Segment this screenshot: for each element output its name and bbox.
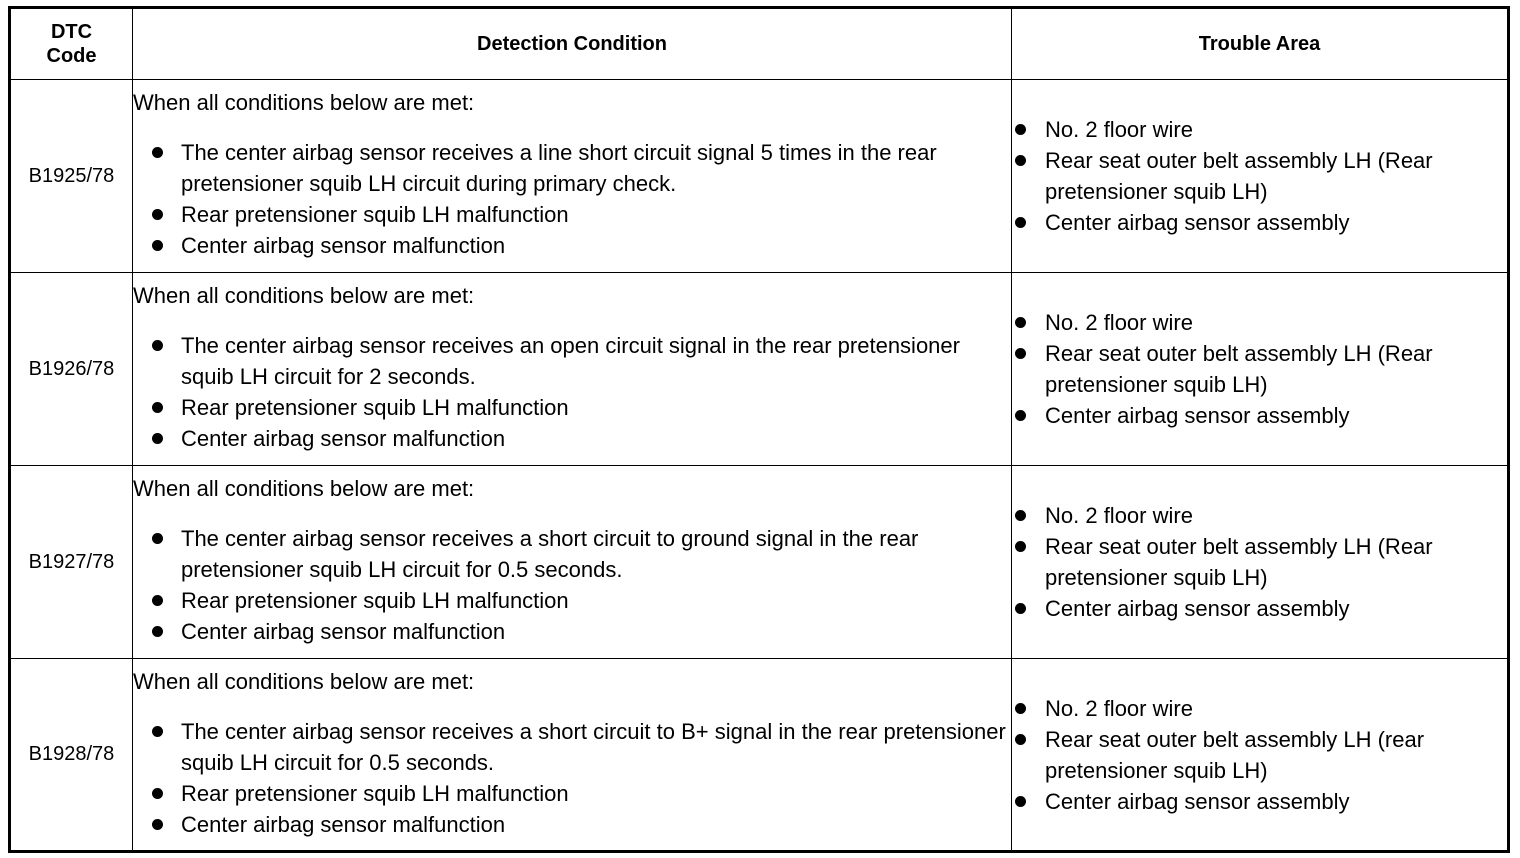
detection-condition-cell xyxy=(133,466,1012,659)
trouble-area-cell xyxy=(1012,466,1509,659)
area-item xyxy=(1012,786,1507,817)
detection-condition-cell xyxy=(133,273,1012,466)
condition-item xyxy=(133,199,1011,230)
area-item xyxy=(1012,307,1507,338)
condition-intro: When all conditions below are met: xyxy=(133,283,475,308)
condition-list xyxy=(133,330,1011,454)
bullet-icon xyxy=(1015,410,1026,421)
condition-text: Center airbag sensor malfunction xyxy=(181,619,506,644)
condition-text: Center airbag sensor malfunction xyxy=(181,811,506,837)
bullet-icon xyxy=(1015,317,1026,328)
condition-item xyxy=(133,523,1011,585)
condition-intro: When all conditions below are met: xyxy=(133,668,475,694)
area-item xyxy=(1012,338,1507,400)
condition-item xyxy=(133,616,1011,647)
area-text: Rear seat outer belt assembly LH (Rear pretensioner squib LH) xyxy=(1045,341,1433,397)
dtc-table xyxy=(8,6,1510,853)
condition-text: Rear pretensioner squib LH malfunction xyxy=(181,588,569,613)
area-item xyxy=(1012,207,1507,238)
dtc-code-cell: B1925/78 xyxy=(10,80,133,273)
header-trouble-area: Trouble Area xyxy=(1012,8,1509,80)
condition-item xyxy=(133,585,1011,616)
bullet-icon xyxy=(152,209,163,220)
area-text: Center airbag sensor assembly xyxy=(1045,403,1350,428)
area-text: No. 2 floor wire xyxy=(1045,310,1193,335)
header-row xyxy=(10,8,1509,80)
bullet-icon xyxy=(152,402,163,413)
condition-text: Rear pretensioner squib LH malfunction xyxy=(181,395,569,420)
condition-item xyxy=(133,137,1011,199)
dtc-code-cell: B1928/78 xyxy=(10,659,133,852)
condition-item xyxy=(133,392,1011,423)
trouble-area-list xyxy=(1012,693,1507,817)
table-row xyxy=(10,273,1509,466)
bullet-icon xyxy=(152,533,163,544)
trouble-area-list xyxy=(1012,500,1507,624)
condition-item xyxy=(133,809,1011,840)
area-item xyxy=(1012,145,1507,207)
bullet-icon xyxy=(1015,703,1026,714)
condition-text: Rear pretensioner squib LH malfunction xyxy=(181,202,569,227)
trouble-area-list xyxy=(1012,307,1507,431)
dtc-code-cell: B1927/78 xyxy=(10,466,133,659)
area-text: Rear seat outer belt assembly LH (Rear pretensioner squib LH) xyxy=(1045,534,1433,590)
area-item xyxy=(1012,400,1507,431)
bullet-icon xyxy=(152,726,163,737)
bullet-icon xyxy=(152,626,163,637)
condition-text: Center airbag sensor malfunction xyxy=(181,233,506,258)
area-item xyxy=(1012,693,1507,724)
area-text: Center airbag sensor assembly xyxy=(1045,788,1350,814)
bullet-icon xyxy=(1015,734,1026,745)
table-row xyxy=(10,80,1509,273)
bullet-icon xyxy=(1015,603,1026,614)
area-item xyxy=(1012,724,1507,786)
dtc-code-cell: B1926/78 xyxy=(10,273,133,466)
condition-text: The center airbag sensor receives a short circuit to B+ signal in the rear pretensioner squib LH circuit for 0.5 seconds. xyxy=(181,718,1006,775)
bullet-icon xyxy=(1015,510,1026,521)
condition-item xyxy=(133,716,1011,778)
trouble-area-cell xyxy=(1012,659,1509,852)
condition-text: Rear pretensioner squib LH malfunction xyxy=(181,780,569,806)
condition-intro: When all conditions below are met: xyxy=(133,90,475,115)
header-detection-condition: Detection Condition xyxy=(133,8,1012,80)
condition-list xyxy=(133,716,1011,840)
condition-text: The center airbag sensor receives a short circuit to ground signal in the rear pretensioner squib LH circuit for 0.5 seconds. xyxy=(181,526,919,582)
detection-condition-cell xyxy=(133,80,1012,273)
header-dtc-code: DTC Code xyxy=(10,8,133,80)
area-item xyxy=(1012,500,1507,531)
bullet-icon xyxy=(152,595,163,606)
area-text: Center airbag sensor assembly xyxy=(1045,210,1350,235)
area-text: Center airbag sensor assembly xyxy=(1045,596,1350,621)
bullet-icon xyxy=(152,788,163,799)
condition-text: Center airbag sensor malfunction xyxy=(181,426,506,451)
area-item xyxy=(1012,531,1507,593)
table-row xyxy=(10,659,1509,852)
trouble-area-list xyxy=(1012,114,1507,238)
bullet-icon xyxy=(1015,124,1026,135)
detection-condition-cell xyxy=(133,659,1012,852)
trouble-area-cell xyxy=(1012,273,1509,466)
bullet-icon xyxy=(1015,348,1026,359)
area-text: No. 2 floor wire xyxy=(1045,117,1193,142)
bullet-icon xyxy=(152,819,163,830)
condition-item xyxy=(133,330,1011,392)
bullet-icon xyxy=(1015,796,1026,807)
trouble-area-cell xyxy=(1012,80,1509,273)
condition-item xyxy=(133,230,1011,261)
condition-list xyxy=(133,523,1011,647)
condition-item xyxy=(133,778,1011,809)
area-text: Rear seat outer belt assembly LH (Rear pretensioner squib LH) xyxy=(1045,148,1433,204)
area-text: Rear seat outer belt assembly LH (rear pretensioner squib LH) xyxy=(1045,726,1425,783)
bullet-icon xyxy=(152,340,163,351)
bullet-icon xyxy=(1015,155,1026,166)
bullet-icon xyxy=(152,433,163,444)
condition-item xyxy=(133,423,1011,454)
condition-intro: When all conditions below are met: xyxy=(133,476,475,501)
bullet-icon xyxy=(152,240,163,251)
bullet-icon xyxy=(1015,541,1026,552)
bullet-icon xyxy=(1015,217,1026,228)
area-text: No. 2 floor wire xyxy=(1045,695,1193,721)
area-item xyxy=(1012,114,1507,145)
condition-list xyxy=(133,137,1011,261)
condition-text: The center airbag sensor receives an open circuit signal in the rear pretensioner squib LH circuit for 2 seconds. xyxy=(181,333,960,389)
bullet-icon xyxy=(152,147,163,158)
area-item xyxy=(1012,593,1507,624)
table-row xyxy=(10,466,1509,659)
area-text: No. 2 floor wire xyxy=(1045,503,1193,528)
condition-text: The center airbag sensor receives a line short circuit signal 5 times in the rear pretensioner squib LH circuit during primary check. xyxy=(181,140,937,196)
